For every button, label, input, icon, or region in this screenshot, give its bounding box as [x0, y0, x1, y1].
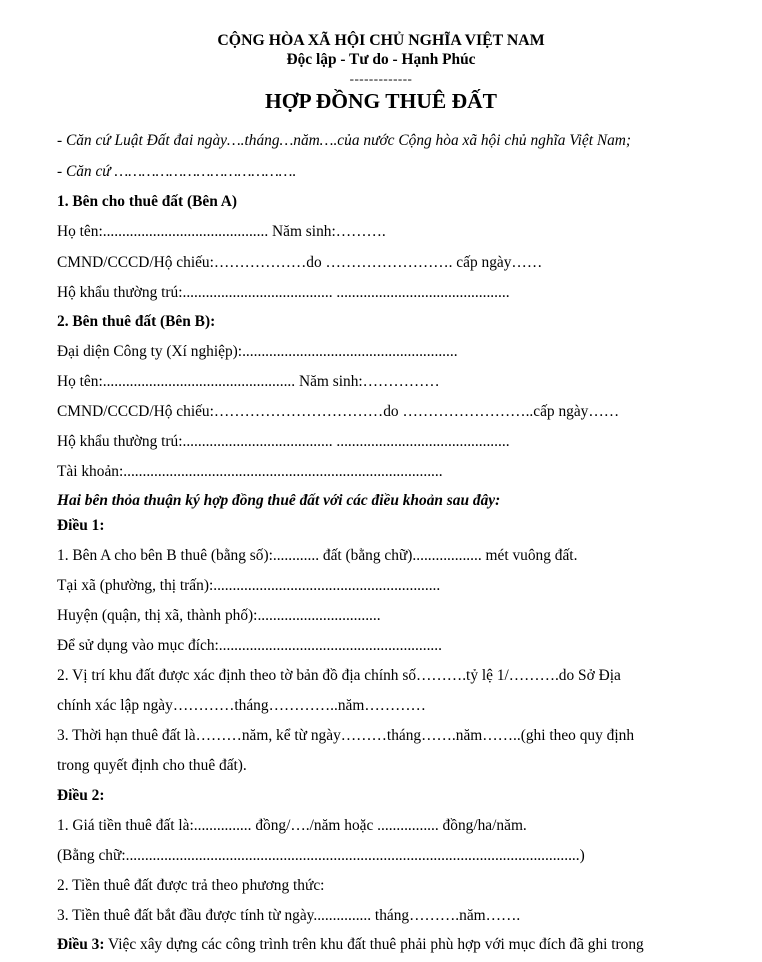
- article-2-payment-method: 2. Tiền thuê đất được trả theo phương thức:: [57, 877, 325, 894]
- party-b-account-field: Tài khoản:...................................................................................: [57, 463, 443, 480]
- preamble-basis: - Căn cứ ………………………………….: [57, 163, 297, 180]
- article-1-location: 2. Vị trí khu đất được xác định theo tờ bản đồ địa chính số……….tỷ lệ 1/……….do Sở Địa: [57, 667, 621, 684]
- article-1-heading: Điều 1:: [57, 517, 105, 534]
- party-b-company-field: Đại diện Công ty (Xí nghiệp):........................................................: [57, 343, 458, 360]
- party-a-name-field: Họ tên:........................................... Năm sinh:……….: [57, 223, 386, 240]
- party-b-id-field: CMND/CCCD/Hộ chiếu:……………………………do ……………………..cấp ngày……: [57, 403, 620, 420]
- document-title: HỢP ĐỒNG THUÊ ĐẤT: [265, 89, 497, 113]
- article-3-heading: Điều 3:: [57, 936, 105, 953]
- agreement-statement: Hai bên thỏa thuận ký hợp đồng thuê đất với các điều khoản sau đây:: [57, 492, 501, 509]
- preamble-law: - Căn cứ Luật Đất đai ngày….tháng…năm….của nước Cộng hòa xã hội chủ nghĩa Việt Nam;: [57, 132, 632, 149]
- party-b-name-field: Họ tên:.................................................. Năm sinh:……………: [57, 373, 440, 390]
- article-2-heading: Điều 2:: [57, 787, 105, 804]
- separator: -------------: [349, 71, 413, 86]
- article-3-paragraph: [57, 935, 644, 955]
- article-1-location-cont: chính xác lập ngày…………tháng…………..năm…………: [57, 697, 426, 714]
- party-a-residence-field: Hộ khẩu thường trú:....................................... .............................................: [57, 284, 510, 301]
- article-1-purpose: Để sử dụng vào mục đích:..........................................................: [57, 637, 442, 654]
- article-1-term-cont: trong quyết định cho thuê đất).: [57, 757, 247, 774]
- motto: Độc lập - Tư do - Hạnh Phúc: [286, 51, 476, 68]
- article-1-district: Huyện (quận, thị xã, thành phố):................................: [57, 607, 381, 624]
- article-1-area: 1. Bên A cho bên B thuê (bằng số):............ đất (bằng chữ).................. mét vuông đất.: [57, 547, 578, 564]
- party-a-id-field: CMND/CCCD/Hộ chiếu:………………do ……………………. cấp ngày……: [57, 254, 543, 271]
- article-1-commune: Tại xã (phường, thị trấn):...........................................................: [57, 577, 441, 594]
- article-1-term: 3. Thời hạn thuê đất là………năm, kể từ ngày………tháng…….năm……..(ghi theo quy định: [57, 727, 635, 744]
- party-b-residence-field: Hộ khẩu thường trú:....................................... .............................................: [57, 433, 510, 450]
- article-2-price: 1. Giá tiền thuê đất là:............... đồng/…./năm hoặc ................ đồng/ha/năm.: [57, 817, 527, 834]
- article-2-start-date: 3. Tiền thuê đất bắt đầu được tính từ ngày............... tháng……….năm…….: [57, 907, 521, 924]
- article-2-price-words: (Bằng chữ:......................................................................................................................): [57, 847, 585, 864]
- party-b-heading: 2. Bên thuê đất (Bên B):: [57, 313, 216, 330]
- nation-heading: CỘNG HÒA XÃ HỘI CHỦ NGHĨA VIỆT NAM: [217, 32, 545, 49]
- party-a-heading: 1. Bên cho thuê đất (Bên A): [57, 193, 237, 210]
- article-3-text: Việc xây dựng các công trình trên khu đất thuê phải phù hợp với mục đích đã ghi trong: [104, 936, 644, 953]
